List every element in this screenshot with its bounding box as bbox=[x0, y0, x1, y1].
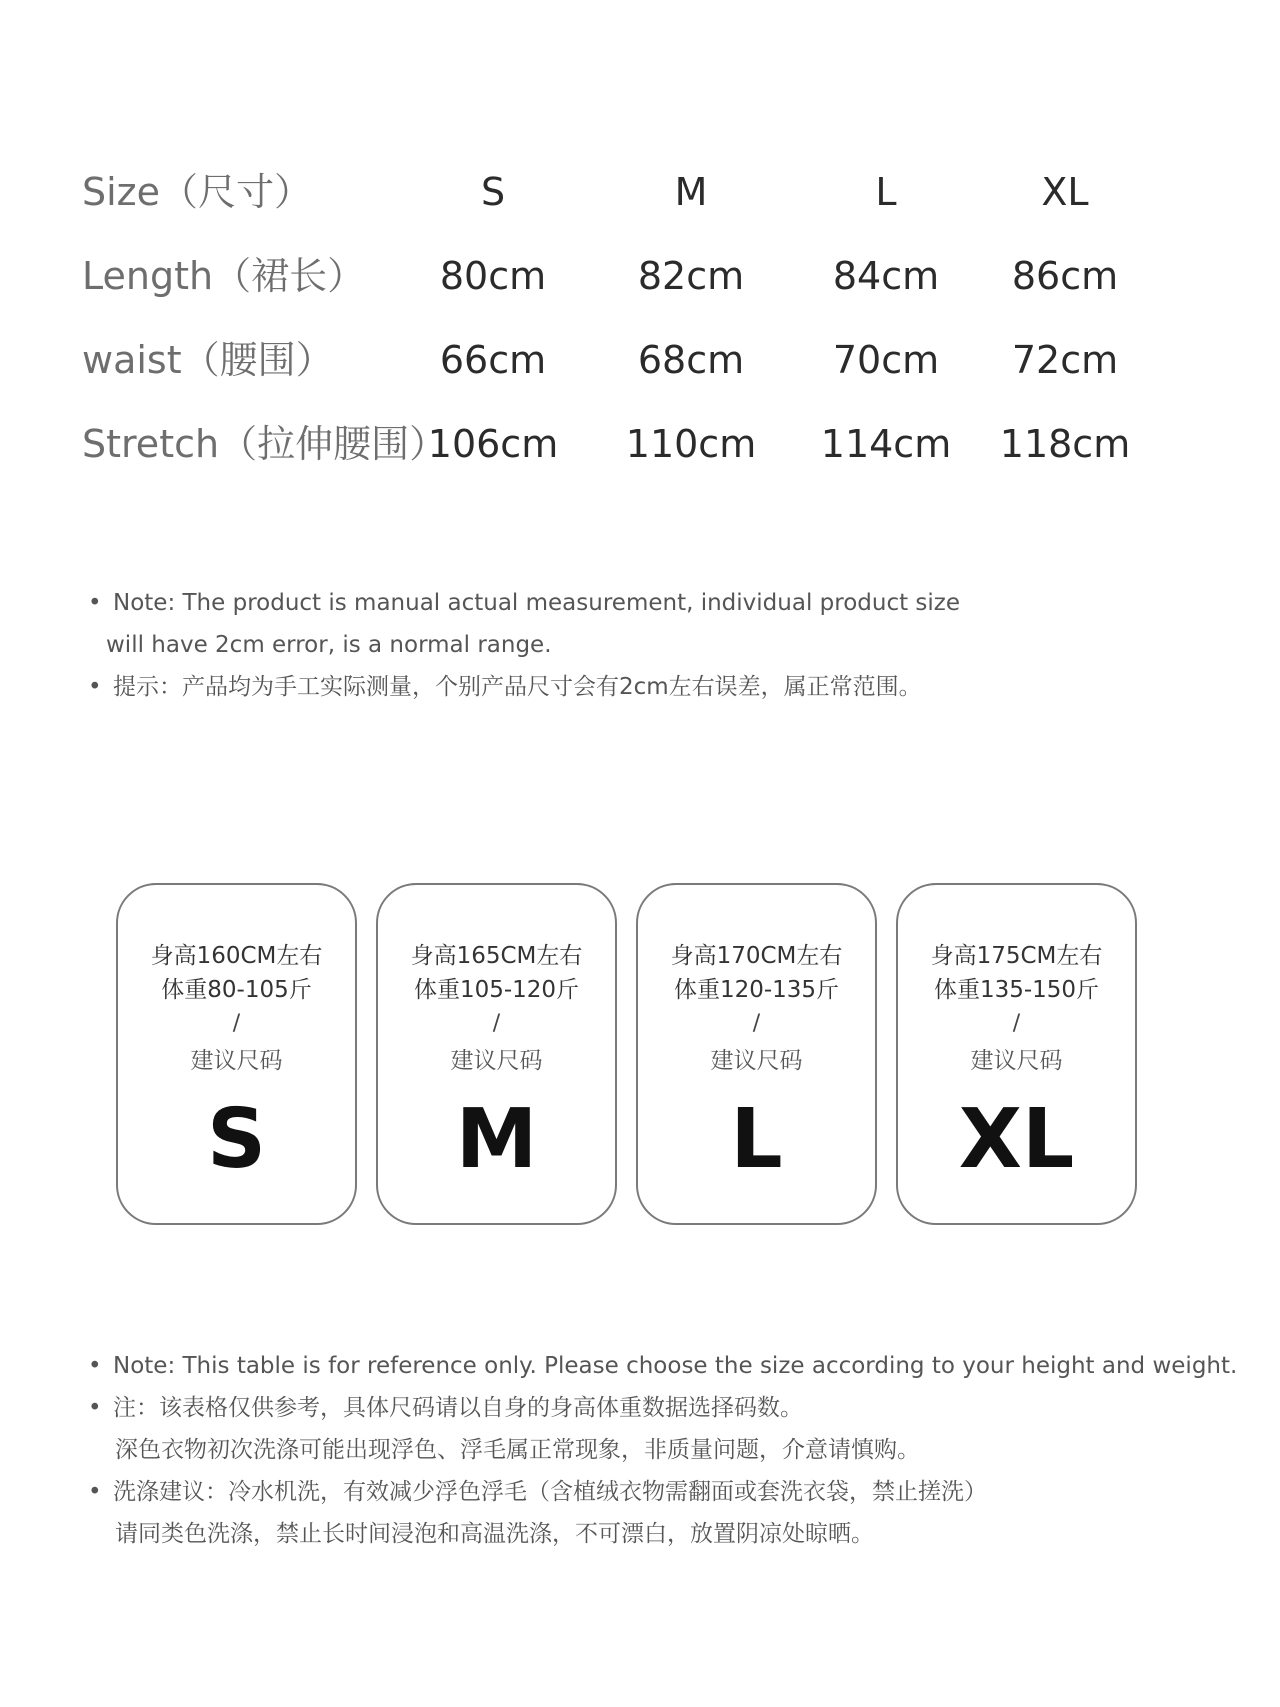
measurement-note-en-1: • Note: The product is manual actual measurement, individual product size bbox=[88, 582, 1238, 624]
measurement-notes bbox=[88, 582, 1238, 708]
stretch-s: 106cm bbox=[427, 422, 559, 466]
card-size: L bbox=[730, 1092, 783, 1187]
reference-note-en: • Note: This table is for reference only. Please choose the size according to your height and weight. bbox=[88, 1345, 1238, 1387]
wash-advice: • 洗涤建议：冷水机洗，有效减少浮色浮毛（含植绒衣物需翻面或套洗衣袋，禁止搓洗） bbox=[88, 1471, 1238, 1513]
recommendation-card-l bbox=[636, 883, 877, 1225]
dark-color-note: 深色衣物初次洗涤可能出现浮色、浮毛属正常现象，非质量问题，介意请慎购。 bbox=[115, 1437, 920, 1463]
card-size: M bbox=[455, 1092, 538, 1187]
size-header-row bbox=[0, 157, 1280, 227]
card-weight: 体重120-135斤 bbox=[673, 977, 840, 1003]
measurement-note-zh: • 提示：产品均为手工实际测量，个别产品尺寸会有2cm左右误差，属正常范围。 bbox=[88, 666, 1238, 708]
waist-l: 70cm bbox=[832, 338, 940, 382]
size-header-s: S bbox=[480, 170, 506, 214]
card-height: 身高175CM左右 bbox=[930, 943, 1103, 969]
recommendation-card-s bbox=[116, 883, 357, 1225]
stretch-xl: 118cm bbox=[999, 422, 1131, 466]
size-header-m: M bbox=[674, 170, 708, 214]
stretch-m: 110cm bbox=[625, 422, 757, 466]
waist-xl: 72cm bbox=[1011, 338, 1119, 382]
card-height: 身高165CM左右 bbox=[410, 943, 583, 969]
stretch-l: 114cm bbox=[820, 422, 952, 466]
length-s: 80cm bbox=[439, 254, 547, 298]
card-separator: / bbox=[752, 1011, 761, 1036]
size-header-xl: XL bbox=[1041, 170, 1089, 214]
card-recommend-label: 建议尺码 bbox=[190, 1048, 283, 1074]
card-weight: 体重135-150斤 bbox=[933, 977, 1100, 1003]
card-separator: / bbox=[232, 1011, 241, 1036]
recommendation-card-m bbox=[376, 883, 617, 1225]
waist-m: 68cm bbox=[637, 338, 745, 382]
size-header-l: L bbox=[875, 170, 897, 214]
length-xl: 86cm bbox=[1011, 254, 1119, 298]
size-header-label: Size（尺寸） bbox=[82, 170, 313, 214]
card-weight: 体重80-105斤 bbox=[161, 977, 312, 1003]
wash-advice-continued: 请同类色洗涤，禁止长时间浸泡和高温洗涤，不可漂白，放置阴凉处晾晒。 bbox=[115, 1521, 874, 1547]
stretch-row bbox=[0, 409, 1280, 479]
length-label: Length（裙长） bbox=[82, 254, 366, 298]
reference-note-zh: • 注：该表格仅供参考，具体尺码请以自身的身高体重数据选择码数。 bbox=[88, 1387, 1238, 1429]
card-weight: 体重105-120斤 bbox=[413, 977, 580, 1003]
card-recommend-label: 建议尺码 bbox=[970, 1048, 1063, 1074]
card-size: XL bbox=[958, 1092, 1075, 1187]
card-separator: / bbox=[492, 1011, 501, 1036]
recommendation-card-xl bbox=[896, 883, 1137, 1225]
reference-notes bbox=[88, 1345, 1238, 1555]
length-m: 82cm bbox=[637, 254, 745, 298]
waist-s: 66cm bbox=[439, 338, 547, 382]
measurement-note-en-2: will have 2cm error, is a normal range. bbox=[106, 632, 552, 658]
length-row bbox=[0, 241, 1280, 311]
length-l: 84cm bbox=[832, 254, 940, 298]
card-recommend-label: 建议尺码 bbox=[710, 1048, 803, 1074]
card-height: 身高170CM左右 bbox=[670, 943, 843, 969]
card-height: 身高160CM左右 bbox=[150, 943, 323, 969]
card-recommend-label: 建议尺码 bbox=[450, 1048, 543, 1074]
stretch-label: Stretch（拉伸腰围） bbox=[82, 422, 448, 466]
card-separator: / bbox=[1012, 1011, 1021, 1036]
waist-row bbox=[0, 325, 1280, 395]
waist-label: waist（腰围） bbox=[82, 338, 334, 382]
card-size: S bbox=[206, 1092, 267, 1187]
